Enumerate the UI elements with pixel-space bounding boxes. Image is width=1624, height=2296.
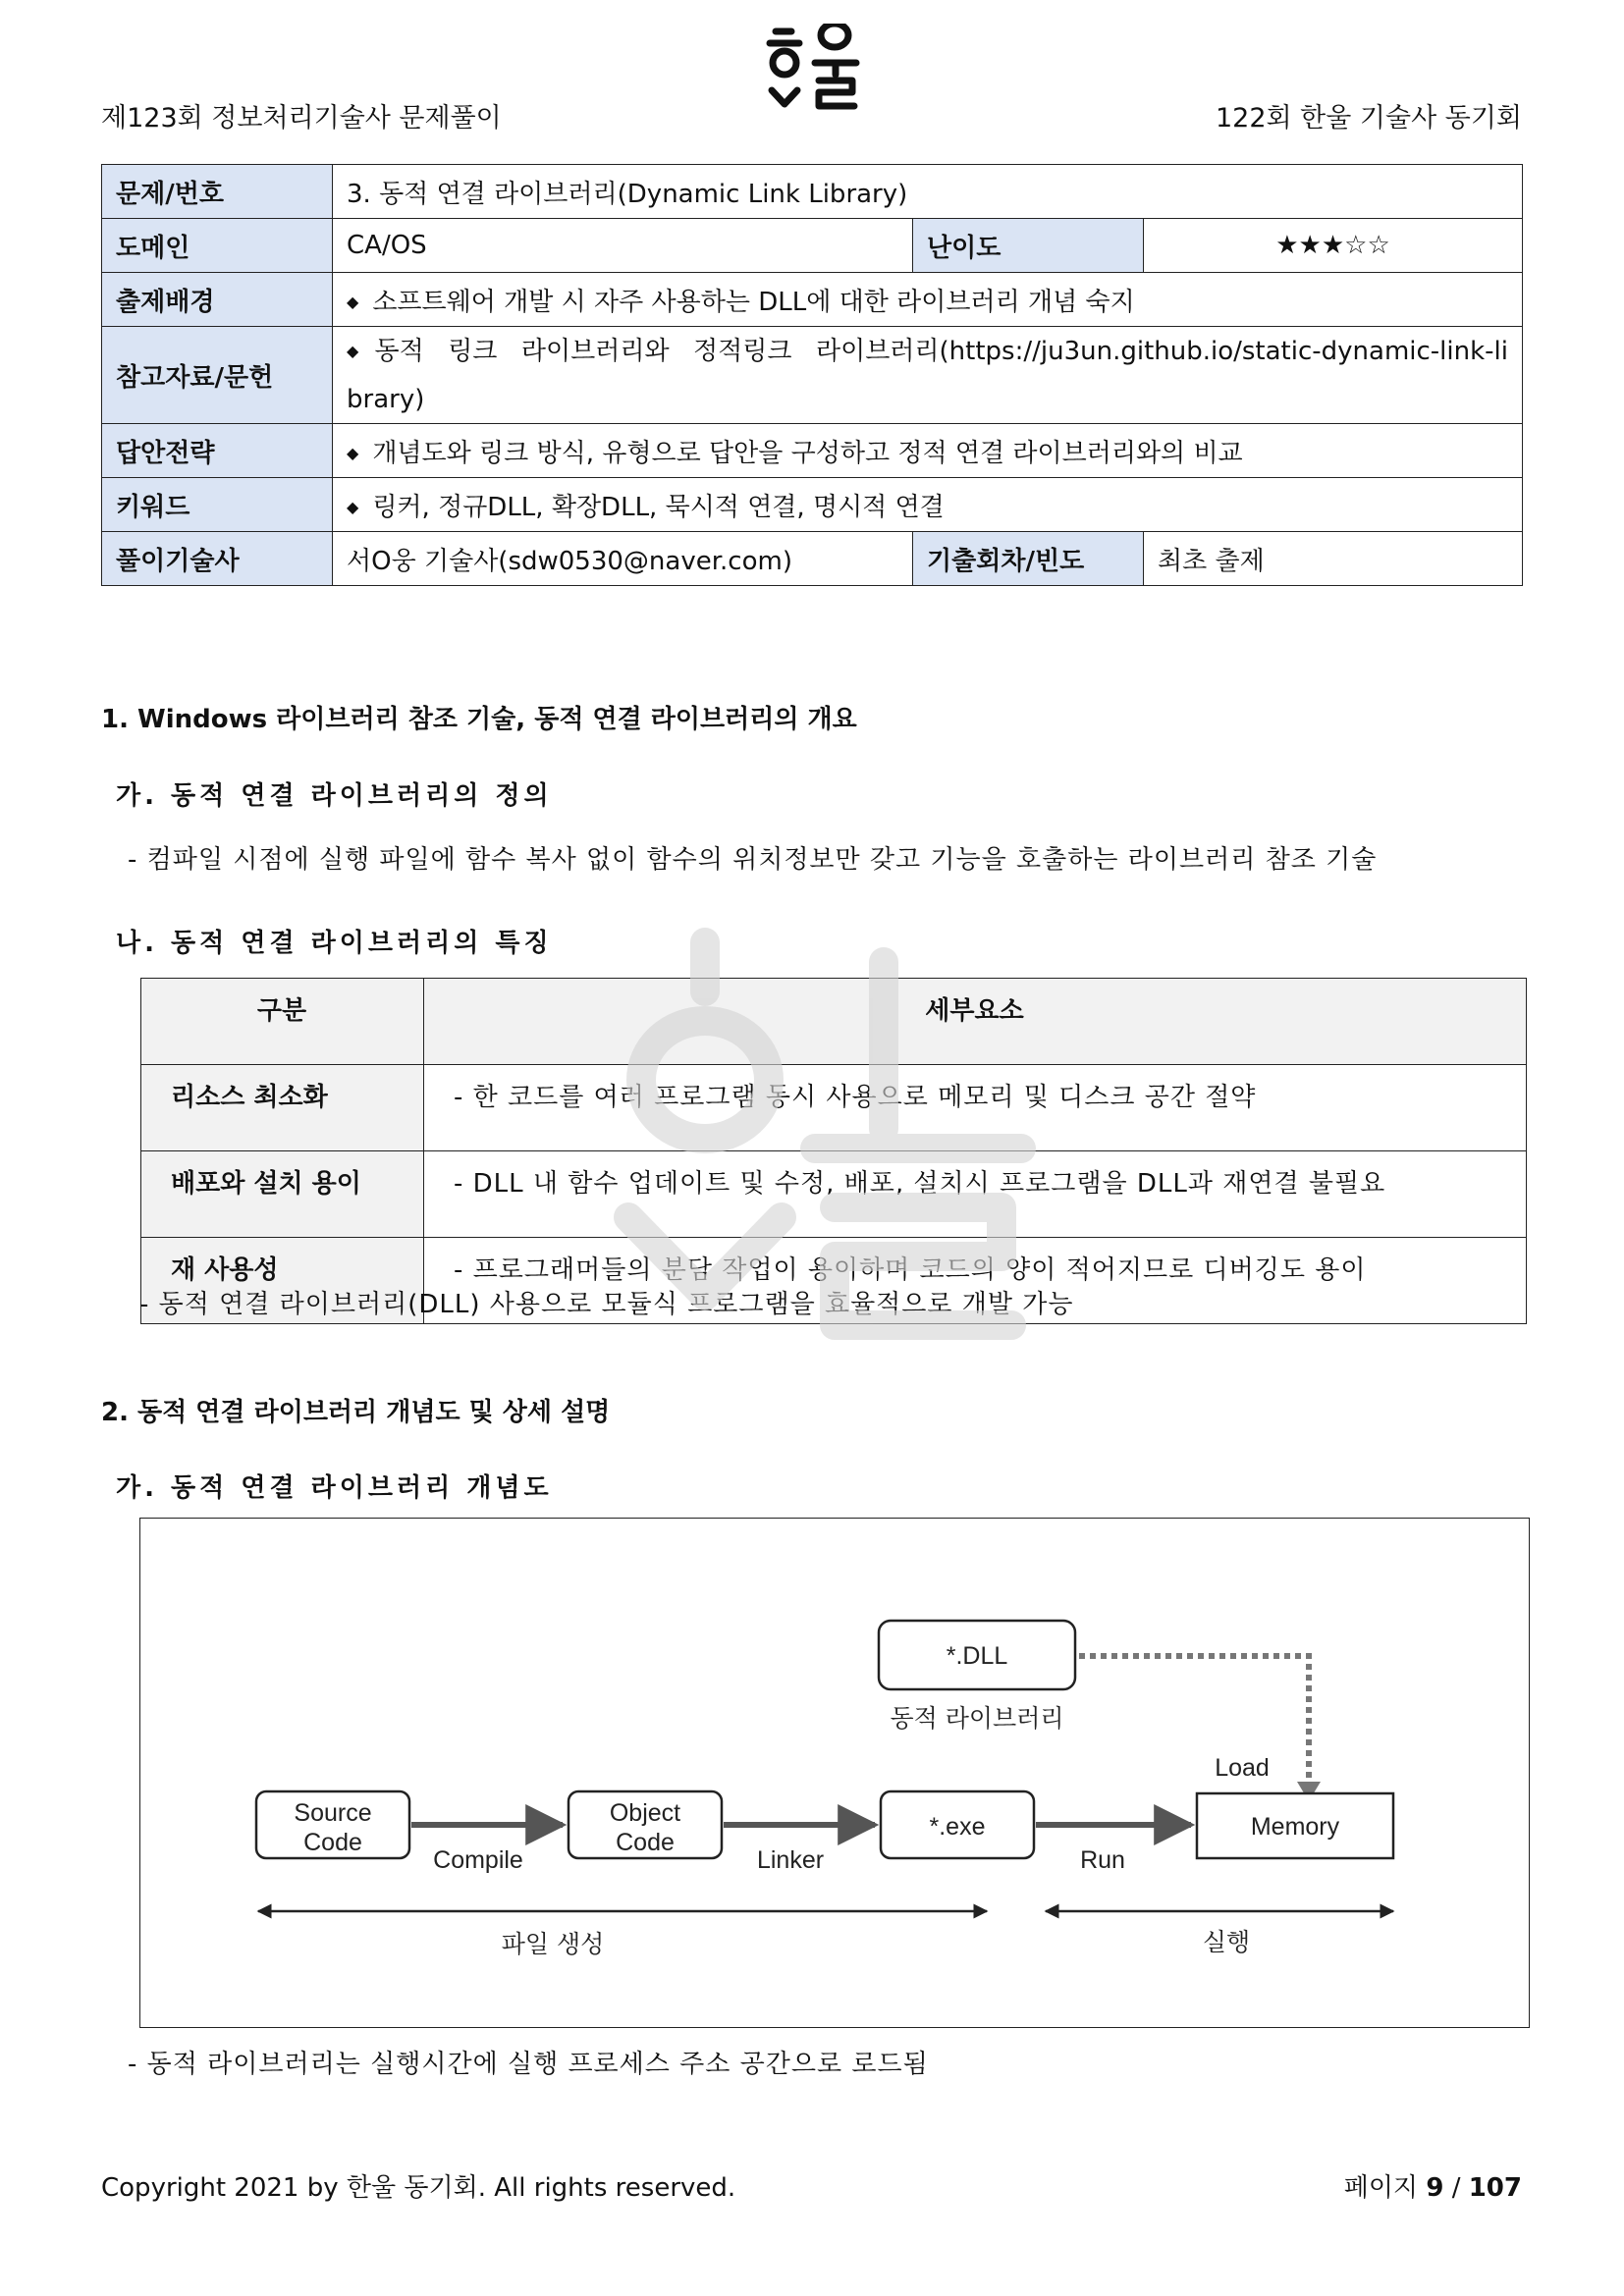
label-author: 풀이기술사 — [102, 532, 333, 586]
section1-title: 1. Windows 라이브러리 참조 기술, 동적 연결 라이브러리의 개요 — [101, 705, 857, 734]
label-frequency: 기출회차/빈도 — [913, 532, 1144, 586]
load-label: Load — [1215, 1754, 1270, 1782]
value-reference — [333, 327, 1523, 424]
label-strategy: 답안전략 — [102, 424, 333, 478]
source-line1: Source — [294, 1799, 372, 1827]
header-left-title: 제123회 정보처리기술사 문제풀이 — [101, 103, 502, 133]
dll-concept-diagram — [139, 1518, 1530, 2028]
header-detail: 세부요소 — [424, 979, 1527, 1065]
value-domain: CA/OS — [333, 219, 913, 273]
header-category: 구분 — [141, 979, 424, 1065]
section1-sub-b: 나. 동적 연결 라이브러리의 특징 — [116, 929, 553, 958]
features-table — [140, 978, 1527, 1324]
value-difficulty-stars: ★★★☆☆ — [1144, 219, 1523, 273]
page-header — [0, 0, 1624, 157]
bullet-icon — [347, 493, 372, 522]
value-background — [333, 273, 1523, 327]
row-keyword — [102, 478, 1523, 532]
row-background — [102, 273, 1523, 327]
section2-title: 2. 동적 연결 라이브러리 개념도 및 상세 설명 — [101, 1398, 611, 1427]
source-line2: Code — [303, 1829, 362, 1856]
value-question: 3. 동적 연결 라이브러리(Dynamic Link Library) — [333, 165, 1523, 219]
table-row — [141, 1065, 1527, 1151]
hanul-logo — [766, 24, 864, 132]
row-category: 리소스 최소화 — [141, 1065, 424, 1151]
build-range-label: 파일 생성 — [501, 1930, 605, 1958]
value-strategy — [333, 424, 1523, 478]
bullet-icon — [347, 337, 375, 366]
row-reference — [102, 327, 1523, 424]
diagram-note: - 동적 라이브러리는 실행시간에 실행 프로세스 주소 공간으로 로드됨 — [128, 2050, 929, 2079]
footer-page-number — [1344, 2167, 1522, 2204]
footer-copyright: Copyright 2021 by 한울 동기회. All rights reserved. — [101, 2173, 736, 2203]
row-question — [102, 165, 1523, 219]
page-total: 107 — [1468, 2173, 1522, 2203]
row-strategy — [102, 424, 1523, 478]
label-difficulty: 난이도 — [913, 219, 1144, 273]
object-line2: Code — [616, 1829, 675, 1856]
row-domain — [102, 219, 1523, 273]
value-keyword — [333, 478, 1523, 532]
row-detail: - DLL 내 함수 업데이트 및 수정, 배포, 설치시 프로그램을 DLL과 재연결 불필요 — [424, 1151, 1527, 1238]
diagram-svg — [140, 1519, 1529, 2027]
question-info-table — [101, 164, 1523, 586]
label-question: 문제/번호 — [102, 165, 333, 219]
label-background: 출제배경 — [102, 273, 333, 327]
run-label: Run — [1080, 1846, 1125, 1874]
table-row — [141, 1151, 1527, 1238]
bullet-icon — [347, 288, 372, 317]
value-author: 서O웅 기술사(sdw0530@naver.com) — [333, 532, 913, 586]
label-domain: 도메인 — [102, 219, 333, 273]
label-keyword: 키워드 — [102, 478, 333, 532]
section2-sub-a: 가. 동적 연결 라이브러리 개념도 — [116, 1473, 553, 1503]
strategy-text: 개념도와 링크 방식, 유형으로 답안을 구성하고 정적 연결 라이브러리와의 비교 — [372, 438, 1243, 468]
dll-caption: 동적 라이브러리 — [890, 1704, 1064, 1733]
header-right-title: 122회 한울 기술사 동기회 — [1215, 103, 1522, 133]
value-frequency: 최초 출제 — [1144, 532, 1523, 586]
keyword-text: 링커, 정규DLL, 확장DLL, 묵시적 연결, 명시적 연결 — [372, 492, 945, 522]
label-reference: 참고자료/문헌 — [102, 327, 333, 424]
exec-range-label: 실행 — [1202, 1928, 1251, 1956]
page-current: 9 — [1426, 2173, 1444, 2203]
reference-text: 동적 링크 라이브러리와 정적링크 라이브러리(https://ju3un.github.io/static-dynamic-link-library) — [347, 336, 1508, 414]
row-detail: - 프로그래머들의 분담 작업이 용이하며 코드의 양이 적어지므로 디버깅도 용이 — [424, 1238, 1527, 1324]
features-header-row — [141, 979, 1527, 1065]
page-sep: / — [1451, 2173, 1461, 2203]
bullet-icon — [347, 439, 372, 468]
linker-label: Linker — [756, 1846, 825, 1874]
exe-label: *.exe — [929, 1813, 986, 1841]
compile-label: Compile — [433, 1846, 523, 1874]
memory-label: Memory — [1250, 1813, 1340, 1841]
section1-sub-a: 가. 동적 연결 라이브러리의 정의 — [116, 781, 553, 811]
definition-text: - 컴파일 시점에 실행 파일에 함수 복사 없이 함수의 위치정보만 갖고 기능을 호출하는 라이브러리 참조 기술 — [128, 845, 1378, 875]
row-detail: - 한 코드를 여러 프로그램 동시 사용으로 메모리 및 디스크 공간 절약 — [424, 1065, 1527, 1151]
row-author — [102, 532, 1523, 586]
features-note: - 동적 연결 라이브러리(DLL) 사용으로 모듈식 프로그램을 효율적으로 개발 가능 — [139, 1290, 1074, 1319]
load-dotted-arrow — [1079, 1656, 1309, 1784]
row-category: 배포와 설치 용이 — [141, 1151, 424, 1238]
page-label: 페이지 — [1343, 2173, 1419, 2203]
object-line1: Object — [609, 1799, 681, 1827]
row-category: 재 사용성 — [141, 1238, 424, 1324]
background-text: 소프트웨어 개발 시 자주 사용하는 DLL에 대한 라이브러리 개념 숙지 — [372, 287, 1135, 317]
dll-box-label: *.DLL — [946, 1642, 1008, 1670]
